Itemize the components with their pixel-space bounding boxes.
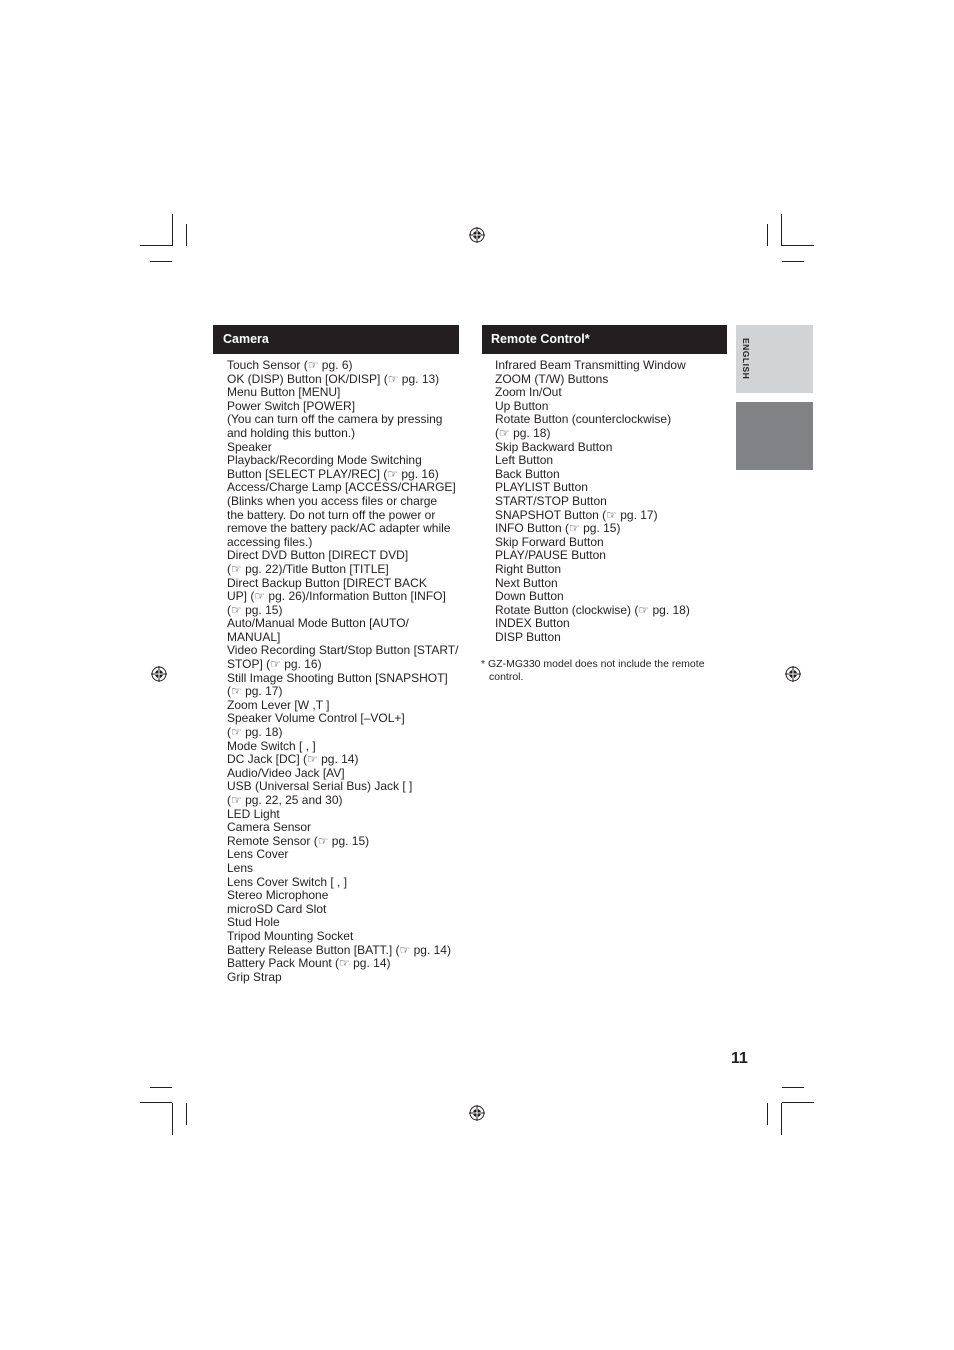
list-item: Left Button <box>495 453 554 468</box>
registration-mark-icon <box>785 666 801 682</box>
crop-mark <box>782 1102 814 1103</box>
list-item: PLAY/PAUSE Button <box>495 548 606 563</box>
list-item: OK (DISP) Button [OK/DISP] (☞ pg. 13) <box>227 371 440 386</box>
list-item: (☞ pg. 15) <box>227 602 283 617</box>
list-item: remove the battery pack/AC adapter while <box>227 521 451 536</box>
page-number: 11 <box>731 1050 748 1067</box>
list-item: (☞ pg. 22)/Title Button [TITLE] <box>227 561 389 576</box>
footnote-line: control. <box>489 671 524 683</box>
list-item: and holding this button.) <box>227 425 356 440</box>
list-item: Button [SELECT PLAY/REC] (☞ pg. 16) <box>227 466 439 481</box>
crop-mark <box>781 214 782 246</box>
list-item: Still Image Shooting Button [SNAPSHOT] <box>227 670 448 685</box>
list-item: Stereo Microphone <box>227 888 329 903</box>
list-item: (☞ pg. 22, 25 and 30) <box>227 793 343 807</box>
list-item: Menu Button [MENU] <box>227 385 341 400</box>
list-item: Battery Release Button [BATT.] (☞ pg. 14) <box>227 942 451 957</box>
list-item: Power Switch [POWER] <box>227 398 356 413</box>
list-item: DISP Button <box>495 629 561 644</box>
list-item: Zoom Lever [W ,T ] <box>227 697 330 712</box>
list-item: Lens <box>227 860 254 875</box>
list-item: Playback/Recording Mode Switching <box>227 453 422 468</box>
list-item: Up Button <box>495 398 549 413</box>
list-item: Auto/Manual Mode Button [AUTO/ <box>227 616 409 631</box>
list-item: Access/Charge Lamp [ACCESS/CHARGE] <box>227 480 456 495</box>
list-item: (Blinks when you access files or charge <box>227 493 438 508</box>
list-item: Touch Sensor (☞ pg. 6) <box>227 358 353 372</box>
crop-mark <box>172 214 173 246</box>
list-item: Grip Strap <box>227 969 282 984</box>
list-item: UP] (☞ pg. 26)/Information Button [INFO] <box>227 589 446 604</box>
crop-mark <box>782 245 814 246</box>
list-item: Zoom In/Out <box>495 385 562 400</box>
list-item: Mode Switch [ , ] <box>227 738 316 753</box>
list-item: Skip Backward Button <box>495 439 613 454</box>
crop-mark <box>782 1087 804 1088</box>
list-item: Battery Pack Mount (☞ pg. 14) <box>227 956 391 971</box>
remote-parts-list <box>495 359 727 644</box>
list-item: Down Button <box>495 589 564 604</box>
list-item: (You can turn off the camera by pressing <box>227 412 443 427</box>
crop-mark <box>782 261 804 262</box>
crop-mark <box>150 1087 172 1088</box>
list-item: Direct Backup Button [DIRECT BACK <box>227 575 427 590</box>
crop-mark <box>781 1103 782 1135</box>
list-item: Speaker Volume Control [–VOL+] <box>227 711 405 726</box>
registration-mark-icon <box>469 227 485 243</box>
list-item: INFO Button (☞ pg. 15) <box>495 521 621 536</box>
list-item: Rotate Button (clockwise) (☞ pg. 18) <box>495 602 690 617</box>
crop-mark <box>140 245 172 246</box>
registration-mark-icon <box>151 666 167 682</box>
list-item: Direct DVD Button [DIRECT DVD] <box>227 548 409 563</box>
list-item: Audio/Video Jack [AV] <box>227 765 345 780</box>
list-item: Tripod Mounting Socket <box>227 928 354 943</box>
list-item: Skip Forward Button <box>495 534 604 549</box>
list-item: Camera Sensor <box>227 820 312 835</box>
list-item: Back Button <box>495 466 560 481</box>
list-item: Speaker <box>227 439 272 454</box>
section-tab <box>736 402 813 470</box>
list-item: Remote Sensor (☞ pg. 15) <box>227 833 370 848</box>
crop-mark <box>186 1103 187 1125</box>
list-item: (☞ pg. 18) <box>227 725 283 740</box>
list-item: INDEX Button <box>495 616 570 631</box>
registration-mark-icon <box>469 1105 485 1121</box>
list-item: MANUAL] <box>227 629 281 644</box>
list-item: microSD Card Slot <box>227 901 327 916</box>
list-item: SNAPSHOT Button (☞ pg. 17) <box>495 507 658 522</box>
list-item: Video Recording Start/Stop Button [START/ <box>227 643 459 658</box>
list-item: PLAYLIST Button <box>495 480 588 495</box>
footnote <box>481 658 731 684</box>
remote-section-title: Remote Control* <box>482 325 727 354</box>
crop-mark <box>140 1102 172 1103</box>
list-item: START/STOP Button <box>495 493 607 508</box>
crop-mark <box>186 224 187 246</box>
language-tab-label: ENGLISH <box>741 338 751 380</box>
list-item: Rotate Button (counterclockwise) <box>495 412 672 427</box>
crop-mark <box>767 1103 768 1125</box>
list-item: ZOOM (T/W) Buttons <box>495 371 609 386</box>
list-item: DC Jack [DC] (☞ pg. 14) <box>227 752 359 767</box>
list-item: Lens Cover Switch [ , ] <box>227 874 348 889</box>
list-item: LED Light <box>227 806 280 821</box>
list-item: the battery. Do not turn off the power or <box>227 507 436 522</box>
list-item: accessing files.) <box>227 534 313 549</box>
list-item: Lens Cover <box>227 847 289 862</box>
list-item: Infrared Beam Transmitting Window <box>495 358 686 372</box>
list-item: (☞ pg. 17) <box>227 684 283 699</box>
list-item: USB (Universal Serial Bus) Jack [ ] <box>227 779 413 794</box>
crop-mark <box>767 224 768 246</box>
camera-parts-list <box>227 359 463 984</box>
crop-mark <box>150 261 172 262</box>
footnote-line: * GZ-MG330 model does not include the remote <box>481 658 705 670</box>
list-item: Next Button <box>495 575 558 590</box>
list-item: Stud Hole <box>227 915 280 930</box>
crop-mark <box>172 1103 173 1135</box>
list-item: Right Button <box>495 561 562 576</box>
list-item: STOP] (☞ pg. 16) <box>227 657 322 672</box>
list-item: (☞ pg. 18) <box>495 425 551 440</box>
camera-section-title: Camera <box>213 325 459 354</box>
